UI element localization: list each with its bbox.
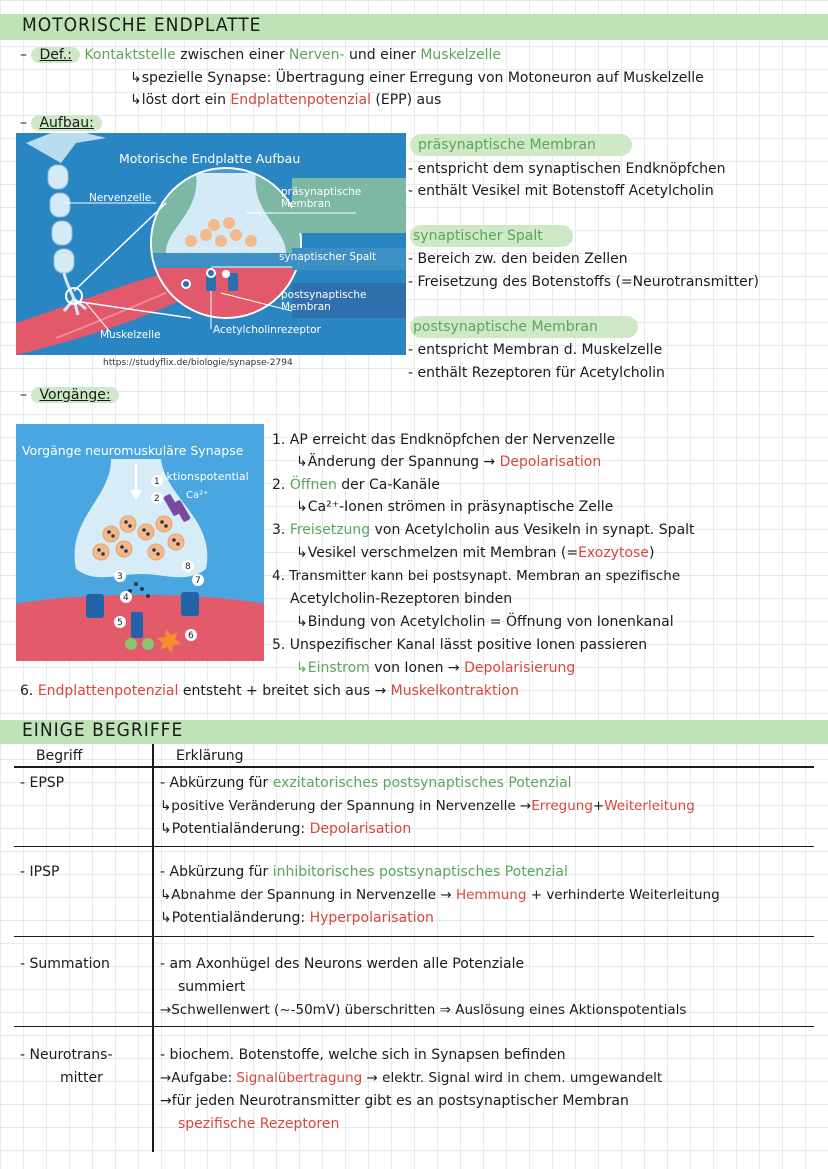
ipsp-line1-pre: - Abkürzung für — [160, 864, 269, 880]
fig1-title: Motorische Endplatte Aufbau — [119, 151, 301, 166]
table-rule-3 — [14, 1026, 814, 1027]
endplatte-figure — [16, 133, 406, 355]
col-erklaerung: Erklärung — [176, 748, 244, 764]
step2-num: 2. — [272, 477, 286, 493]
neuro-term-2: mitter — [60, 1070, 103, 1086]
def-sub2-epp: Endplattenpotenzial — [230, 92, 371, 108]
neuro-term-1: - Neurotrans- — [20, 1047, 113, 1063]
table-header-rule — [14, 766, 814, 768]
fig1-praesynaptisch — [281, 187, 361, 210]
step6-num: 6. — [20, 683, 34, 699]
def-sub2-post: (EPP) aus — [375, 92, 442, 108]
vorgaenge-label: Vorgänge: — [31, 387, 118, 403]
svg-text:8: 8 — [185, 562, 191, 572]
step5-b-green: ↳Einstrom — [296, 660, 370, 676]
def-sub2 — [130, 92, 441, 109]
fig1-post-line1: postsynaptische — [281, 289, 367, 301]
fig2-title: Vorgänge neuromuskuläre Synapse — [22, 443, 244, 458]
step3-b-pre: ↳Vesikel verschmelzen mit Membran (= — [296, 545, 579, 561]
step3-num: 3. — [272, 522, 286, 538]
def-sub2-pre: ↳löst dort ein — [130, 92, 226, 108]
epsp-line1 — [160, 775, 572, 792]
def-kontaktstelle: Kontaktstelle — [84, 47, 176, 63]
begriffe-title: EINIGE BEGRIFFE — [22, 719, 184, 741]
epsp-line3-pre: ↳Potentialänderung: — [160, 821, 306, 837]
col-begriff: Begriff — [36, 748, 83, 764]
summation-line2: summiert — [178, 979, 246, 995]
post-line1: - entspricht Membran d. Muskelzelle — [408, 342, 663, 358]
ipsp-line1 — [160, 864, 568, 881]
step1: 1. AP erreicht das Endknöpfchen der Nervenzelle — [272, 432, 616, 448]
epsp-line3-red: Depolarisation — [309, 821, 412, 837]
step3-b-post: ) — [648, 545, 655, 561]
svg-text:7: 7 — [195, 576, 201, 586]
def-nerven: Nerven- — [288, 47, 345, 63]
fig1-rezeptor: Acetylcholinrezeptor — [213, 324, 321, 336]
table-vertical-rule — [152, 744, 154, 1152]
neuro-line3: →für jeden Neurotransmitter gibt es an postsynaptischer Membran — [160, 1093, 629, 1109]
step2-post: der Ca-Kanäle — [341, 477, 440, 493]
aufbau-label: Aufbau: — [31, 115, 101, 131]
spalt-line1: - Bereich zw. den beiden Zellen — [408, 251, 628, 267]
prae-line1: - entspricht dem synaptischen Endknöpfchen — [408, 161, 726, 177]
definition-line: – Def.: Kontaktstelle zwischen einer Nerven- und einer Muskelzelle — [20, 47, 502, 63]
table-rule-1 — [14, 846, 814, 847]
step4-b: Acetylcholin-Rezeptoren binden — [290, 591, 513, 607]
fig1-post-line2: Membran — [281, 300, 331, 313]
fig2-ca: Ca²⁺ — [186, 490, 209, 501]
ipsp-line2-post: + verhinderte Weiterleitung — [530, 887, 720, 903]
fig1-spalt: synaptischer Spalt — [279, 251, 377, 263]
ipsp-line2 — [160, 887, 720, 903]
post-line2: - enthält Rezeptoren für Acetylcholin — [408, 365, 665, 381]
neuro-line2-red: Signalübertragung — [236, 1070, 363, 1086]
ipsp-line2-pre: ↳Abnahme der Spannung in Nervenzelle → — [160, 887, 452, 903]
synapse-figure — [16, 424, 264, 661]
step2 — [272, 477, 440, 494]
step1-b-pre: ↳Änderung der Spannung → — [296, 454, 496, 470]
svg-text:3: 3 — [117, 572, 123, 582]
vorgaenge-heading: – Vorgänge: — [20, 387, 119, 404]
svg-text:5: 5 — [117, 618, 123, 628]
step3-green: Freisetzung — [289, 522, 371, 538]
ipsp-line2-red: Hemmung — [455, 887, 527, 903]
epsp-line2-red2: Weiterleitung — [604, 798, 695, 814]
aufbau-heading: – Aufbau: — [20, 115, 102, 132]
summation-line3: →Schwellenwert (~-50mV) überschritten ⇒ Auslösung eines Aktionspotentials — [160, 1002, 687, 1018]
synapse-illustration — [16, 424, 264, 661]
step6-mid: entsteht + breitet sich aus → — [182, 683, 387, 699]
step5: 5. Unspezifischer Kanal lässt positive Ionen passieren — [272, 637, 648, 653]
step2-green: Öffnen — [289, 477, 337, 493]
step6 — [20, 683, 519, 700]
epsp-line2-pre: ↳positive Veränderung der Spannung in Nervenzelle → — [160, 798, 532, 814]
step3 — [272, 522, 695, 539]
fig1-nervenzelle: Nervenzelle — [89, 192, 152, 204]
svg-text:1: 1 — [154, 477, 160, 487]
def-muskelzelle: Muskelzelle — [420, 47, 502, 63]
ipsp-line3-pre: ↳Potentialänderung: — [160, 910, 306, 926]
summation-term: - Summation — [20, 956, 110, 972]
ipsp-line3-red: Hyperpolarisation — [309, 910, 434, 926]
prae-line2: - enthält Vesikel mit Botenstoff Acetylcholin — [408, 183, 714, 199]
step5-b-mid: von Ionen → — [374, 660, 460, 676]
step1-b — [296, 454, 601, 471]
step3-b — [296, 545, 654, 562]
def-zwischen: zwischen einer — [180, 47, 285, 63]
fig1-postsynaptisch — [281, 290, 367, 313]
step4-c: ↳Bindung von Acetylcholin = Öffnung von Ionenkanal — [296, 614, 674, 630]
spalt-line2: - Freisetzung des Botenstoffs (=Neurotransmitter) — [408, 274, 759, 290]
ipsp-term: - IPSP — [20, 864, 60, 880]
fig1-source: https://studyflix.de/biologie/synapse-2794 — [103, 358, 293, 368]
fig1-prae-line2: Membran — [281, 197, 331, 210]
step5-b — [296, 660, 575, 677]
fig1-prae-line1: präsynaptische — [281, 186, 362, 198]
ipsp-line3 — [160, 910, 434, 927]
step6-red: Endplattenpotenzial — [37, 683, 179, 699]
endplatte-illustration — [16, 133, 406, 355]
epsp-line3 — [160, 821, 411, 838]
post-heading: postsynaptische Membran — [413, 319, 598, 335]
epsp-term: - EPSP — [20, 775, 65, 791]
step4-a: 4. Transmitter kann bei postsynapt. Membran an spezifische — [272, 568, 681, 584]
fig2-aktionspotential: Aktionspotential — [159, 470, 249, 483]
epsp-line2-red: Erregung — [531, 798, 593, 814]
step2-b: ↳Ca²⁺-Ionen strömen in präsynaptische Zelle — [296, 499, 614, 515]
step3-b-red: Exozytose — [578, 545, 649, 561]
spalt-heading: synaptischer Spalt — [413, 228, 543, 244]
epsp-line2-plus: + — [592, 798, 605, 814]
svg-text:2: 2 — [154, 494, 160, 504]
def-sub1: ↳spezielle Synapse: Übertragung einer Erregung von Motoneuron auf Muskelzelle — [130, 70, 704, 86]
epsp-line2 — [160, 798, 695, 814]
step6-red2: Muskelkontraktion — [390, 683, 519, 699]
svg-text:4: 4 — [123, 593, 129, 603]
neuro-line1: - biochem. Botenstoffe, welche sich in Synapsen befinden — [160, 1047, 566, 1063]
prae-heading: präsynaptische Membran — [418, 137, 596, 153]
svg-text:6: 6 — [188, 631, 194, 641]
fig1-muskelzelle: Muskelzelle — [100, 329, 161, 341]
neuro-line4: spezifische Rezeptoren — [178, 1116, 340, 1132]
def-und: und einer — [349, 47, 416, 63]
def-label: Def.: — [31, 47, 79, 63]
table-rule-2 — [14, 936, 814, 937]
epsp-line1-pre: - Abkürzung für — [160, 775, 269, 791]
step3-post: von Acetylcholin aus Vesikeln in synapt. Spalt — [374, 522, 695, 538]
page-title: MOTORISCHE ENDPLATTE — [22, 14, 262, 36]
ipsp-line1-green: inhibitorisches postsynaptisches Potenzial — [272, 864, 568, 880]
neuro-line2 — [160, 1070, 662, 1086]
epsp-line1-green: exzitatorisches postsynaptisches Potenzial — [272, 775, 572, 791]
neuro-line2-pre: →Aufgabe: — [160, 1070, 233, 1086]
step1-b-red: Depolarisation — [499, 454, 602, 470]
summation-line1: - am Axonhügel des Neurons werden alle Potenziale — [160, 956, 525, 972]
neuro-line2-post: → elektr. Signal wird in chem. umgewandelt — [366, 1070, 663, 1086]
step5-b-red: Depolarisierung — [464, 660, 576, 676]
